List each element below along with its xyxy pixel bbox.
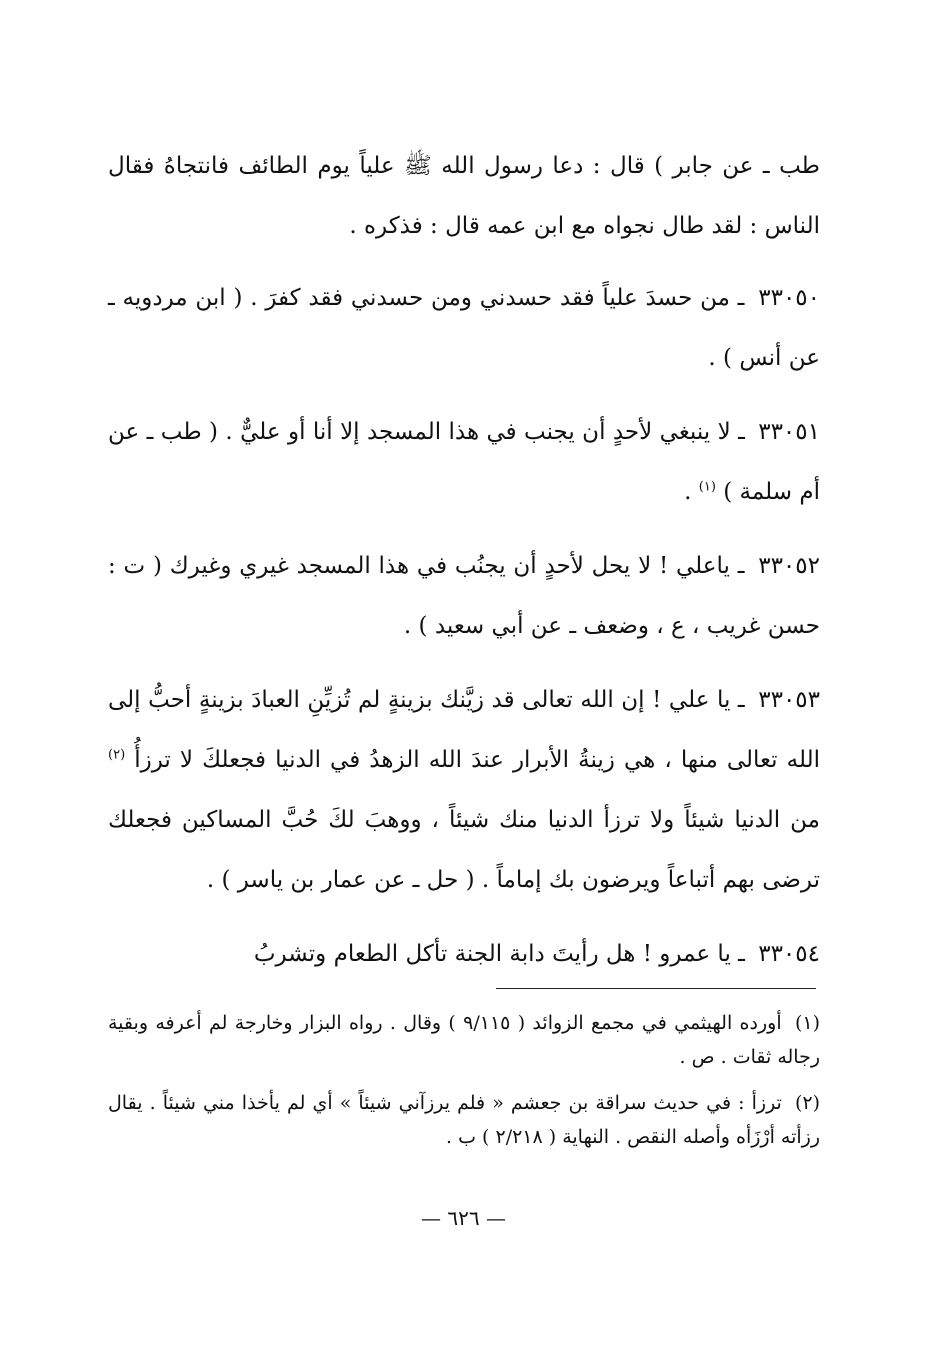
page-number: — ٦٢٦ — bbox=[421, 1206, 506, 1230]
main-text bbox=[108, 136, 820, 998]
footnote-ref: (١) bbox=[698, 479, 716, 495]
intro-text: طب ـ عن جابر ) قال : دعا رسول الله ﷺ علياً يوم الطائف فانتجاهُ فقال الناس : لقد طال نجواه مع ابن عمه قال : فذكره . bbox=[108, 153, 820, 239]
footnote-mark: (١) bbox=[794, 1012, 820, 1034]
hadith-text-tail: من الدنيا شيئاً ولا ترزأ الدنيا منك شيئاً ، ووهبَ لكَ حُبَّ المساكين فجعلك ترضى بهم أتباعاً ويرضون بك إماماً . ( حل ـ عن عمار بن ياسر ) . bbox=[108, 807, 820, 893]
footnote-mark: (٢) bbox=[794, 1092, 820, 1114]
hadith-33051 bbox=[108, 402, 820, 522]
hadith-text: ـ لا ينبغي لأحدٍ أن يجنب في هذا المسجد إلا أنا أو عليٌّ . ( طب ـ عن أم سلمة ) bbox=[108, 419, 820, 505]
hadith-33050 bbox=[108, 268, 820, 388]
hadith-text: ـ يا علي ! إن الله تعالى قد زيَّنك بزينةٍ لم تُزيِّنِ العبادَ بزينةٍ أحبُّ إلى الله تعالى منها ، هي زينةُ الأبرار عندَ الله الزهدُ في الدنيا فجعلكَ لا ترزأُ bbox=[108, 687, 820, 773]
footnote-ref: (٢) bbox=[108, 747, 126, 763]
hadith-text: ـ ياعلي ! لا يحل لأحدٍ أن يجنُب في هذا المسجد غيري وغيرك ( ت : حسن غريب ، ع ، وضعف ـ عن أبي سعيد ) . bbox=[108, 553, 820, 639]
footnote-2 bbox=[108, 1086, 820, 1154]
footnotes bbox=[108, 1006, 820, 1166]
hadith-33052 bbox=[108, 536, 820, 656]
hadith-number: ٣٣٠٥٣ bbox=[758, 687, 821, 713]
hadith-text: ـ من حسدَ علياً فقد حسدني ومن حسدني فقد كفرَ . ( ابن مردويه ـ عن أنس ) . bbox=[108, 285, 820, 371]
hadith-text: ـ يا عمرو ! هل رأيتَ دابة الجنة تأكل الطعام وتشربُ bbox=[253, 941, 745, 967]
hadith-text-tail: . bbox=[684, 479, 699, 505]
intro-paragraph bbox=[108, 136, 820, 256]
footnote-text: أورده الهيثمي في مجمع الزوائد ( ٩/١١٥ ) وقال . رواه البزار وخارجة لم أعرفه وبقية رجاله ثقات . ص . bbox=[108, 1012, 820, 1068]
hadith-number: ٣٣٠٥٠ bbox=[758, 285, 821, 311]
hadith-33054 bbox=[108, 924, 820, 984]
footnote-1 bbox=[108, 1006, 820, 1074]
footnote-text: ترزأ : في حديث سراقة بن جعشم « فلم يرزآني شيئاً » أي لم يأخذا مني شيئاً . يقال رزأته أرْزَأه وأصله النقص . النهاية ( ٢/٢١٨ ) ب . bbox=[108, 1092, 820, 1148]
hadith-number: ٣٣٠٥١ bbox=[758, 419, 820, 445]
footnote-separator bbox=[496, 988, 816, 989]
hadith-number: ٣٣٠٥٢ bbox=[758, 553, 820, 579]
hadith-number: ٣٣٠٥٤ bbox=[758, 941, 820, 967]
hadith-33053 bbox=[108, 670, 820, 910]
